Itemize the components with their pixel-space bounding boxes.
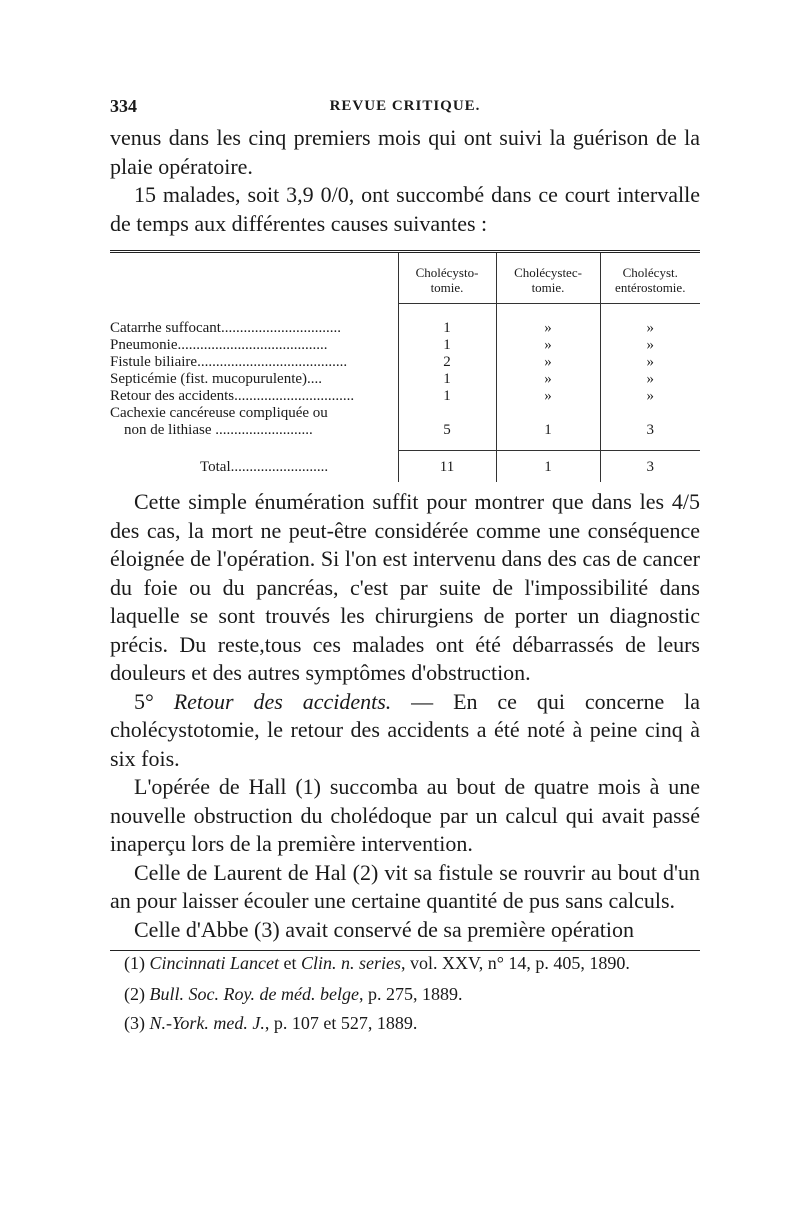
cell-value: »	[496, 320, 600, 337]
table-row	[110, 320, 700, 337]
total-value: 11	[398, 451, 496, 483]
cell-value: »	[600, 354, 700, 371]
footnote-journal: Bull. Soc. Roy. de méd. belge	[149, 984, 359, 1004]
column-header-label: Cholécyst. entérostomie.	[615, 265, 686, 295]
table-total-row	[110, 451, 700, 483]
column-header-label: Cholécysto- tomie.	[415, 265, 479, 295]
row-label: Catarrhe suffocant................................	[110, 319, 341, 336]
paragraph-abbe: Celle d'Abbe (3) avait conservé de sa première opération	[134, 916, 634, 942]
footnote-journal: Cincinnati Lancet	[149, 953, 279, 973]
footnote-journal: N.-York. med. J.	[149, 1013, 265, 1033]
cell-value: 1	[398, 371, 496, 388]
cell-value: 3	[600, 422, 700, 439]
cell-value: »	[600, 388, 700, 405]
table-row	[110, 371, 700, 388]
cell-value: 1	[398, 388, 496, 405]
table-row	[110, 354, 700, 371]
table-row	[110, 337, 700, 354]
table-header-blank	[110, 253, 398, 304]
column-header-enterostomie	[600, 253, 700, 304]
cell-value: »	[600, 371, 700, 388]
column-header-cholecystectomie	[496, 253, 600, 304]
table-row	[110, 405, 700, 422]
cell-value: 1	[398, 337, 496, 354]
total-value: 3	[600, 451, 700, 483]
table-row	[110, 422, 700, 439]
table-row	[110, 388, 700, 405]
section-heading-retour: Retour des accidents.	[173, 688, 392, 714]
row-label: Fistule biliaire........................................	[110, 353, 348, 370]
cell-value: »	[496, 337, 600, 354]
paragraph-enumeration: Cette simple énumération suffit pour montrer que dans les 4/5 des cas, la mort ne peut-être considérée comme une conséquence éloignée de l'opération. Si l'on est intervenu dans des cas de cancer du foie ou du pancréas, c'est par suite de l'impossibilité dans laquelle se sont trouvés les chirurgiens de porter un diagnostic précis. Du reste,tous ces malades ont été débarrassés de leurs douleurs et des autres symptômes d'obstruction.	[110, 489, 700, 685]
table-spacer-row	[110, 304, 700, 320]
running-header	[110, 96, 700, 124]
running-title: REVUE CRITIQUE.	[329, 98, 481, 114]
cell-value: »	[600, 337, 700, 354]
table-header-row	[110, 253, 700, 304]
paragraph-retour: 5° Retour des accidents. — En ce qui concerne la cholécystotomie, le retour des accidents a été noté à peine cinq à six fois.	[110, 688, 700, 771]
page-number: 334	[110, 96, 137, 116]
column-header-label: Cholécystec- tomie.	[514, 265, 582, 295]
page	[110, 96, 700, 1036]
cell-value: »	[496, 388, 600, 405]
table-spacer-row	[110, 439, 700, 451]
footnote-2: (2) Bull. Soc. Roy. de méd. belge, p. 275, 1889.	[124, 984, 463, 1004]
column-header-cholecystotomie	[398, 253, 496, 304]
total-label: Total..........................	[200, 458, 329, 475]
paragraph-continuation: venus dans les cinq premiers mois qui ont suivi la guérison de la plaie opératoire.	[110, 125, 700, 179]
footnote-1: (1) Cincinnati Lancet et Clin. n. series, vol. XXV, n° 14, p. 405, 1890.	[124, 953, 630, 973]
paragraph-intro-table: 15 malades, soit 3,9 0/0, ont succombé dans ce court intervalle de temps aux différentes causes suivantes :	[110, 182, 700, 236]
total-value: 1	[496, 451, 600, 483]
cell-value: »	[496, 354, 600, 371]
cell-value: 5	[398, 422, 496, 439]
cell-value: 2	[398, 354, 496, 371]
footnote-journal: Clin. n. series	[301, 953, 402, 973]
cell-value: 1	[496, 422, 600, 439]
row-label-continued: non de lithiase ..........................	[124, 421, 313, 438]
cell-value: »	[600, 320, 700, 337]
footnote-3: (3) N.-York. med. J., p. 107 et 527, 1889.	[124, 1013, 418, 1033]
row-label: Septicémie (fist. mucopurulente)....	[110, 370, 323, 387]
row-label: Retour des accidents................................	[110, 387, 355, 404]
row-label: Cachexie cancéreuse compliquée ou	[110, 404, 328, 421]
cell-value: 1	[398, 320, 496, 337]
mortality-table	[110, 253, 700, 482]
paragraph-laurent: Celle de Laurent de Hal (2) vit sa fistule se rouvrir au bout d'un an pour laisser écouler une certaine quantité de pus sans calculs.	[110, 859, 700, 913]
cell-value: »	[496, 371, 600, 388]
row-label: Pneumonie........................................	[110, 336, 328, 353]
paragraph-hall: L'opérée de Hall (1) succomba au bout de quatre mois à une nouvelle obstruction du cholédoque par un calcul qui avait passé inaperçu lors de la première intervention.	[110, 774, 700, 856]
